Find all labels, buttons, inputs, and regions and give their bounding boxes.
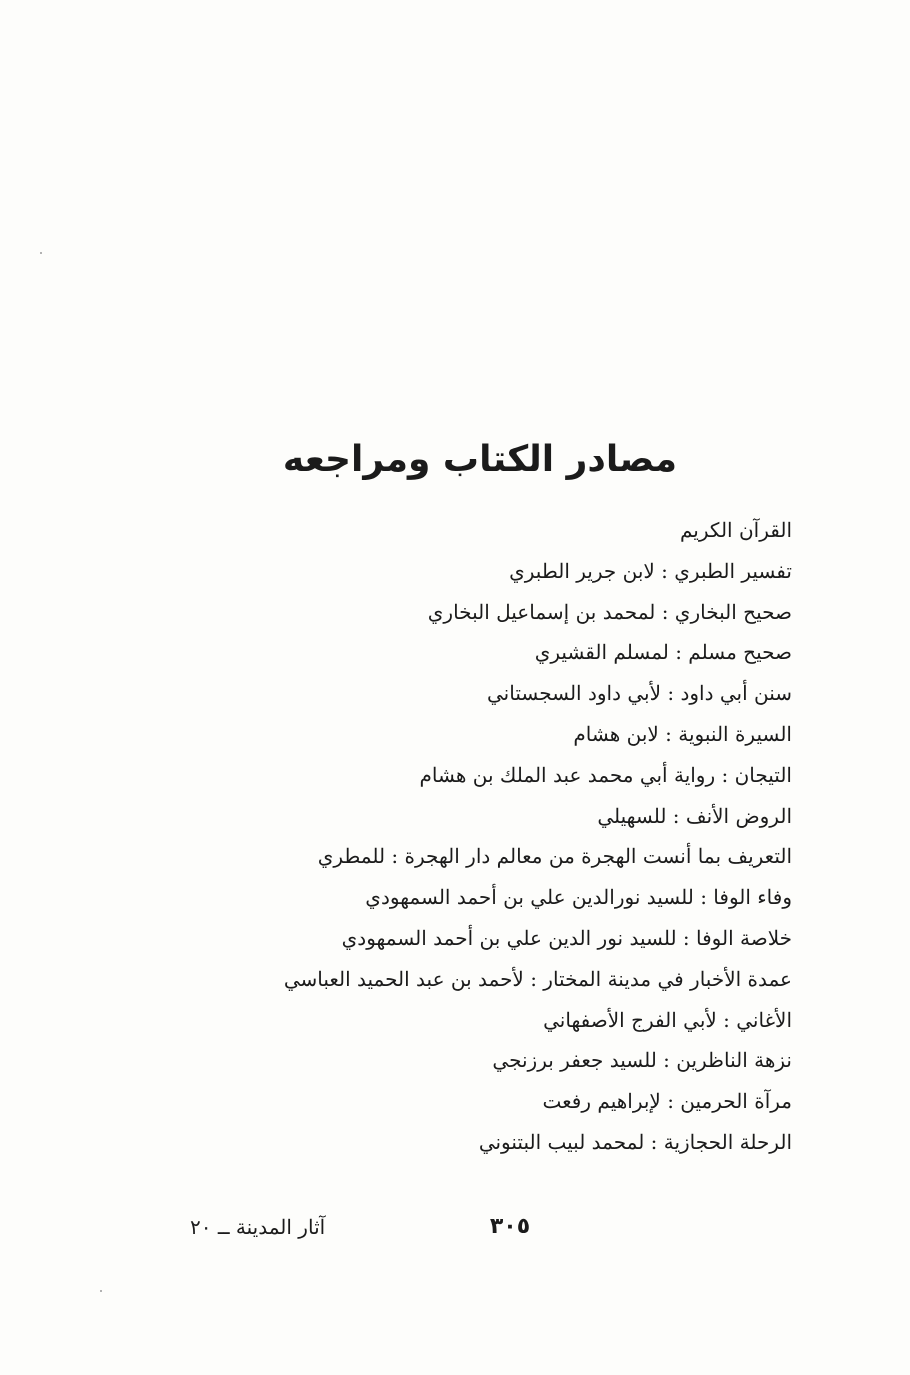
source-item: خلاصة الوفا : للسيد نور الدين علي بن أحمد السمهودي — [341, 925, 792, 950]
source-item: تفسير الطبري : لابن جرير الطبري — [509, 558, 792, 583]
source-item: السيرة النبوية : لابن هشام — [573, 721, 792, 746]
source-item: مرآة الحرمين : لإبراهيم رفعت — [542, 1089, 792, 1114]
sources-list — [232, 510, 792, 1163]
source-item: الرحلة الحجازية : لمحمد لبيب البتنوني — [478, 1129, 792, 1154]
source-item: عمدة الأخبار في مدينة المختار : لأحمد بن عبد الحميد العباسي — [283, 966, 792, 991]
printer-signature: آثار المدينة ــ ٢٠ — [190, 1215, 326, 1239]
source-item: نزهة الناظرين : للسيد جعفر برزنجي — [492, 1048, 792, 1073]
source-item: القرآن الكريم — [679, 518, 792, 542]
source-item: صحيح البخاري : لمحمد بن إسماعيل البخاري — [427, 599, 792, 624]
source-item: الأغاني : لأبي الفرج الأصفهاني — [543, 1007, 792, 1032]
page-title: مصادر الكتاب ومراجعه — [282, 439, 678, 481]
scan-speck — [40, 252, 42, 254]
source-item: صحيح مسلم : لمسلم القشيري — [534, 640, 792, 665]
source-item: التعريف بما أنست الهجرة من معالم دار الهجرة : للمطري — [317, 844, 792, 869]
source-item: سنن أبي داود : لأبي داود السجستاني — [487, 681, 792, 706]
page-number: ٣٠٥ — [489, 1214, 531, 1239]
source-item: وفاء الوفا : للسيد نورالدين علي بن أحمد السمهودي — [365, 885, 792, 910]
source-item: الروض الأنف : للسهيلي — [597, 803, 792, 828]
source-item: التيجان : رواية أبي محمد عبد الملك بن هشام — [419, 762, 792, 787]
scan-speck — [100, 1290, 102, 1292]
